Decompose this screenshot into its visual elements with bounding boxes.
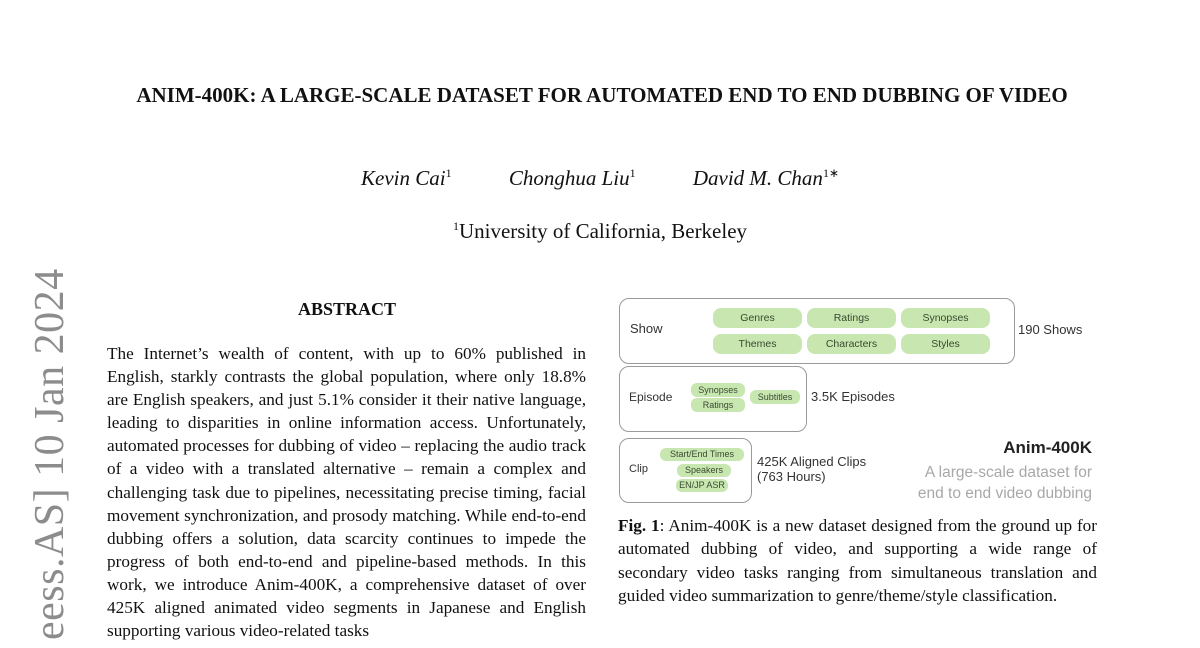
author-list — [0, 166, 1200, 191]
dataset-desc-line: end to end video dubbing — [917, 485, 1092, 502]
clip-tag: Speakers — [677, 464, 731, 477]
paper-title: ANIM-400K: A LARGE-SCALE DATASET FOR AUTOMATED END TO END DUBBING OF VIDEO — [136, 83, 1068, 107]
episode-count: 3.5K Episodes — [811, 389, 895, 404]
clip-tag: EN/JP ASR — [676, 479, 728, 492]
show-tag: Themes — [713, 334, 802, 354]
show-tag: Styles — [901, 334, 990, 354]
clip-count: 425K Aligned Clips — [757, 454, 867, 469]
show-label: Show — [630, 321, 663, 336]
affiliation — [0, 219, 1200, 244]
abstract-heading: ABSTRACT — [297, 299, 397, 319]
author-affil-mark: 1 — [629, 166, 636, 180]
show-count: 190 Shows — [1018, 322, 1083, 337]
dataset-desc-line: A large-scale dataset for — [924, 464, 1092, 481]
clip-hours: (763 Hours) — [757, 469, 826, 484]
episode-tag: Ratings — [691, 398, 745, 412]
clip-tag: Start/End Times — [660, 448, 744, 461]
figure-caption — [618, 514, 1097, 608]
affil-name: University of California, Berkeley — [458, 219, 748, 243]
author-name: Chonghua Liu — [508, 166, 630, 190]
show-tag: Genres — [713, 308, 802, 328]
arxiv-stamp: eess.AS] 10 Jan 2024 — [27, 268, 73, 640]
figure-1 — [618, 296, 1098, 506]
author — [509, 166, 636, 190]
episode-tag: Synopses — [691, 383, 745, 397]
caption-text: : Anim-400K is a new dataset designed from the ground up for automated dubbing of video, and supporting a wide range of secondary video tasks ranging from simultaneous translation and guided video summarization to genre/theme/style classification. — [618, 516, 1098, 606]
author-name: Kevin Cai — [361, 166, 446, 190]
author-affil-mark: 1 — [445, 166, 452, 180]
clip-label: Clip — [629, 463, 648, 475]
episode-tag: Subtitles — [750, 390, 800, 404]
dataset-description — [918, 462, 1092, 504]
show-tag: Characters — [807, 334, 896, 354]
affil-mark: 1 — [452, 219, 459, 233]
author — [361, 166, 452, 190]
show-tag: Synopses — [901, 308, 990, 328]
author-affil-mark: 1∗ — [822, 166, 839, 180]
author-name: David M. Chan — [692, 166, 823, 190]
dataset-name: Anim-400K — [1003, 438, 1092, 457]
caption-label: Fig. 1 — [618, 516, 660, 535]
show-tag: Ratings — [807, 308, 896, 328]
episode-label: Episode — [629, 390, 673, 404]
author — [693, 166, 839, 190]
abstract-body: The Internet’s wealth of content, with up to 60% published in English, starkly contrasts the global population, where only 18.8% are English speakers, and just 5.1% consider it their native language, leading to disparities in online information access. Unfortunately, automated processes for dubbing of video – replacing the audio track of a video with a translated alternative – remain a complex and challenging task due to pipelines, necessitating precise timing, facial movement synchronization, and prosody matching. While end-to-end dubbing offers a solution, data scarcity continues to impede the progress of both end-to-end and pipeline-based methods. In this work, we introduce Anim-400K, a comprehensive dataset of over 425K aligned animated video segments in Japanese and English supporting various video-related tasks — [107, 344, 586, 641]
